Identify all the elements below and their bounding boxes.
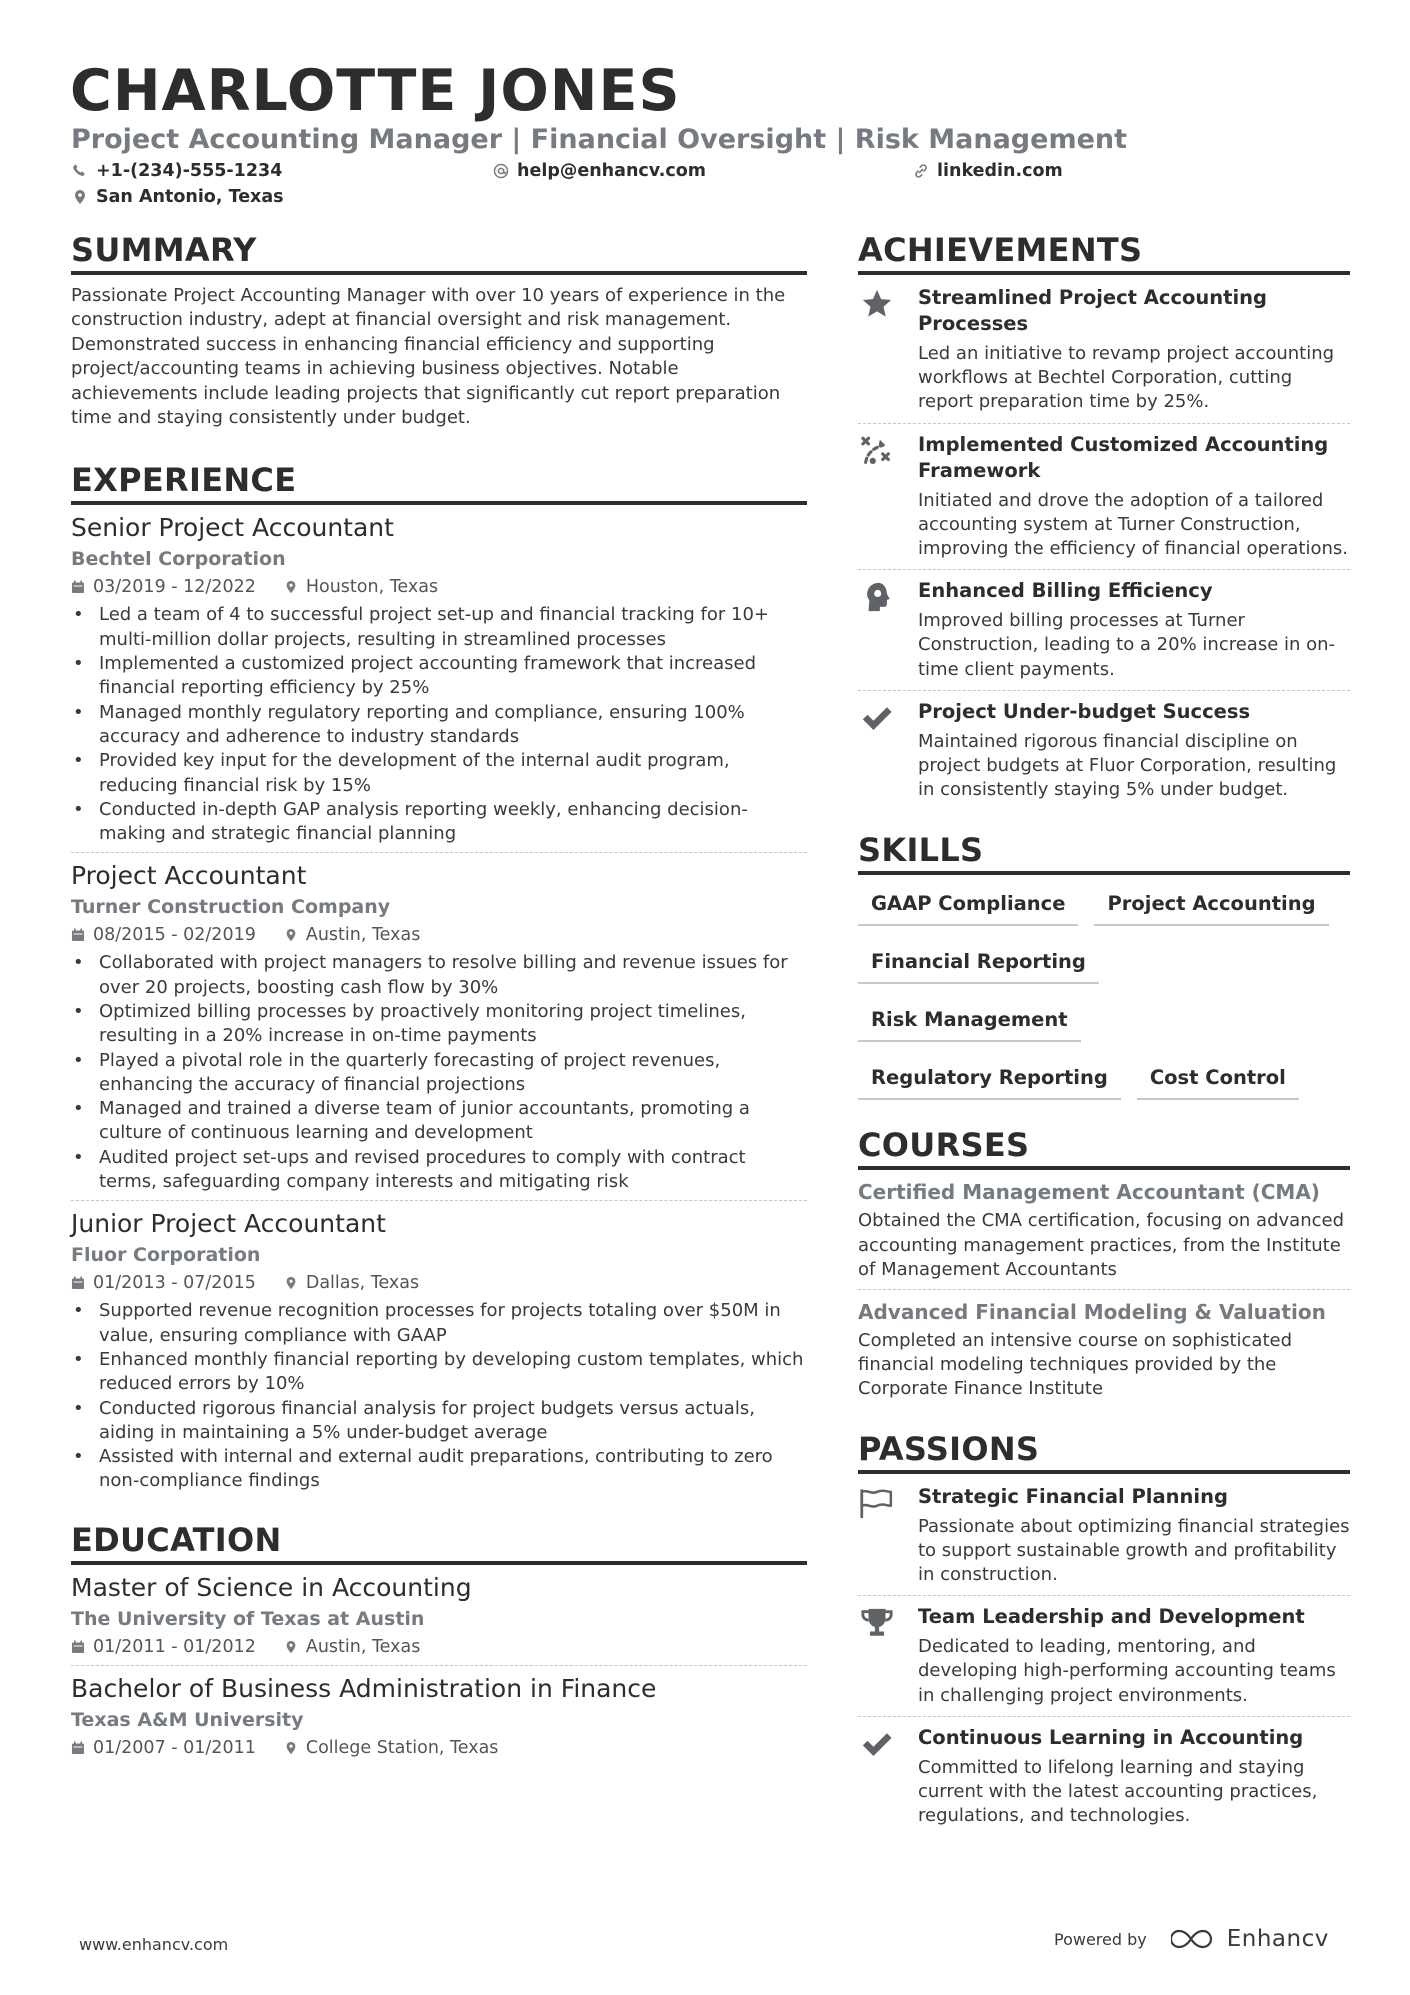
passions-heading: PASSIONS — [858, 1429, 1350, 1474]
bullet-item: • Conducted in-depth GAP analysis reporting weekly, enhancing decision-making and strategic financial planning — [71, 798, 807, 847]
calendar-icon — [71, 1276, 85, 1290]
achievement-desc: Initiated and drove the adoption of a tailored accounting system at Turner Construction, improving the efficiency of financial operations. — [918, 489, 1349, 560]
school-name: The University of Texas at Austin — [71, 1607, 425, 1630]
achievement-desc: Maintained rigorous financial discipline on project budgets at Fluor Corporation, resulting in consistently staying 5% under budget. — [918, 730, 1337, 801]
company-name: Bechtel Corporation — [71, 548, 286, 571]
degree-title: Master of Science in Accounting — [71, 1572, 472, 1602]
brand-logo[interactable] — [1171, 1926, 1329, 1952]
passion-title: Team Leadership and Development — [918, 1605, 1305, 1629]
brand-name: Enhancv — [1226, 1926, 1329, 1952]
skill-tag: Financial Reporting — [858, 945, 1099, 984]
experience-section — [71, 460, 807, 1499]
footer-website[interactable]: www.enhancv.com — [79, 1935, 229, 1954]
bullet-item: • Managed and trained a diverse team of junior accountants, promoting a culture of continuous learning and development — [71, 1097, 807, 1146]
education-location: College Station, Texas — [305, 1737, 499, 1758]
job-meta — [71, 923, 807, 947]
achievement-title: Streamlined Project Accounting Processes — [918, 286, 1268, 335]
powered-by-text: Powered by — [1054, 1929, 1147, 1949]
trophy-icon — [860, 1606, 894, 1640]
courses-heading: COURSES — [858, 1125, 1350, 1170]
job-location: Austin, Texas — [305, 925, 421, 946]
education-dates: 01/2007 - 01/2011 — [93, 1737, 256, 1758]
summary-section — [71, 230, 807, 430]
skill-tag: Cost Control — [1137, 1061, 1299, 1100]
bullet-item: • Led a team of 4 to successful project set-up and financial tracking for 10+ multi-million dollar projects, resulting in streamlined processes — [71, 603, 807, 652]
achievement-title: Project Under-budget Success — [918, 699, 1251, 723]
enhancv-logo-icon — [1171, 1928, 1217, 1950]
job-title: Project Accountant — [71, 861, 307, 891]
contact-email[interactable] — [493, 159, 706, 183]
strategy-icon — [860, 434, 894, 468]
check-icon — [860, 1727, 894, 1761]
linkedin-text: linkedin.com — [937, 161, 1063, 181]
right-column — [858, 230, 1350, 1836]
location-pin-icon — [284, 1276, 298, 1290]
achievement-desc: Improved billing processes at Turner Construction, leading to a 20% increase in on-time client payments. — [918, 610, 1336, 680]
achievement-title: Implemented Customized Accounting Framework — [918, 432, 1329, 482]
job-dates: 08/2015 - 02/2019 — [93, 925, 256, 946]
passion-item — [858, 1476, 1350, 1596]
passion-desc: Dedicated to leading, mentoring, and developing high-performing accounting teams in challenging project environments. — [918, 1636, 1336, 1706]
course-item — [858, 1174, 1350, 1289]
phone-text: +1-(234)-555-1234 — [96, 161, 283, 181]
bullet-item: • Enhanced monthly financial reporting by developing custom templates, which reduced errors by 10% — [71, 1348, 807, 1397]
education-dates: 01/2011 - 01/2012 — [93, 1636, 256, 1657]
check-icon — [860, 701, 894, 735]
skill-tag: Regulatory Reporting — [858, 1061, 1121, 1100]
passion-title: Strategic Financial Planning — [918, 1484, 1228, 1508]
flag-icon — [859, 1486, 895, 1520]
contact-phone[interactable] — [72, 159, 282, 183]
candidate-headline: Project Accounting Manager | Financial Oversight | Risk Management — [71, 124, 1128, 155]
experience-entry — [71, 1200, 807, 1499]
head-icon — [860, 580, 894, 614]
location-pin-icon — [284, 1640, 298, 1654]
school-name: Texas A&M University — [71, 1708, 304, 1731]
location-pin-icon — [284, 1741, 298, 1755]
experience-entry — [71, 511, 807, 852]
skill-tag: Project Accounting — [1094, 887, 1328, 926]
course-title: Certified Management Accountant (CMA) — [858, 1180, 1320, 1205]
location-pin-icon — [72, 189, 88, 205]
job-location: Dallas, Texas — [305, 1273, 420, 1294]
experience-heading: EXPERIENCE — [71, 460, 807, 505]
course-title: Advanced Financial Modeling & Valuation — [858, 1300, 1326, 1325]
job-title: Senior Project Accountant — [71, 513, 394, 543]
job-bullets — [71, 1299, 807, 1493]
job-location: Houston, Texas — [305, 577, 439, 598]
calendar-icon — [71, 1741, 85, 1755]
contact-linkedin[interactable] — [913, 159, 1063, 183]
achievement-title: Enhanced Billing Efficiency — [918, 579, 1213, 603]
passion-desc: Committed to lifelong learning and staying current with the latest accounting practices, regulations, and technologies. — [918, 1756, 1318, 1827]
bullet-item: • Conducted rigorous financial analysis for project budgets versus actuals, aiding in maintaining a 5% under-budget average — [71, 1397, 807, 1446]
email-text: help@enhancv.com — [517, 161, 707, 181]
calendar-icon — [71, 1640, 85, 1654]
company-name: Fluor Corporation — [71, 1244, 261, 1267]
passion-title: Continuous Learning in Accounting — [918, 1725, 1304, 1749]
job-dates: 03/2019 - 12/2022 — [93, 577, 256, 598]
course-item — [858, 1289, 1350, 1409]
summary-text: Passionate Project Accounting Manager with over 10 years of experience in the construction industry, adept at financial oversight and risk management. Demonstrated success in enhancing financial efficiency and supporting project/accounting teams in achieving business objectives. Notable achievements include leading projects that significantly cut report preparation time and staying consistently under budget. — [71, 285, 786, 429]
achievements-section — [858, 230, 1350, 810]
achievements-heading: ACHIEVEMENTS — [858, 230, 1350, 275]
calendar-icon — [71, 580, 85, 594]
bullet-item: • Provided key input for the development of the internal audit program, reducing financial risk by 15% — [71, 749, 807, 798]
bullet-item: • Implemented a customized project accounting framework that increased financial reporting efficiency by 25% — [71, 652, 807, 701]
skills-heading: SKILLS — [858, 830, 1350, 875]
candidate-name: CHARLOTTE JONES — [70, 58, 681, 124]
job-bullets — [71, 951, 807, 1194]
location-pin-icon — [284, 928, 298, 942]
education-heading: EDUCATION — [71, 1520, 807, 1565]
course-desc: Completed an intensive course on sophisticated financial modeling techniques provided by the Corporate Finance Institute — [858, 1330, 1293, 1400]
bullet-item: • Supported revenue recognition processes for projects totaling over $50M in value, ensuring compliance with GAAP — [71, 1299, 807, 1348]
bullet-item: • Audited project set-ups and revised procedures to comply with contract terms, safeguarding company interests and mitigating risk — [71, 1146, 807, 1195]
phone-icon — [72, 163, 88, 179]
link-icon — [913, 163, 929, 179]
bullet-item: • Optimized billing processes by proactively monitoring project timelines, resulting in a 20% increase in on-time payments — [71, 1000, 807, 1049]
achievement-item — [858, 277, 1350, 423]
skills-list — [858, 887, 1350, 1119]
education-meta — [71, 1736, 807, 1760]
passion-item — [858, 1716, 1350, 1837]
achievement-item — [858, 690, 1350, 811]
bullet-item: • Played a pivotal role in the quarterly forecasting of project revenues, enhancing the accuracy of financial projections — [71, 1049, 807, 1098]
education-entry — [71, 1571, 807, 1665]
achievement-item — [858, 423, 1350, 570]
education-entry — [71, 1665, 807, 1766]
location-pin-icon — [284, 580, 298, 594]
location-text: San Antonio, Texas — [96, 187, 284, 207]
courses-section — [858, 1125, 1350, 1408]
footer-branding — [1054, 1926, 1329, 1952]
left-column — [71, 230, 807, 1766]
passion-item — [858, 1595, 1350, 1716]
at-icon — [493, 163, 509, 179]
degree-title: Bachelor of Business Administration in Finance — [71, 1673, 657, 1703]
education-meta — [71, 1635, 807, 1659]
achievement-desc: Led an initiative to revamp project accounting workflows at Bechtel Corporation, cutting report preparation time by 25%. — [918, 343, 1335, 413]
course-desc: Obtained the CMA certification, focusing on advanced accounting management practices, from the Institute of Management Accountants — [858, 1210, 1344, 1280]
job-meta — [71, 575, 807, 599]
company-name: Turner Construction Company — [71, 896, 391, 919]
bullet-item: • Managed monthly regulatory reporting and compliance, ensuring 100% accuracy and adherence to industry standards — [71, 701, 807, 750]
contact-location — [72, 185, 284, 209]
skill-tag: Risk Management — [858, 1003, 1081, 1042]
education-location: Austin, Texas — [305, 1636, 421, 1657]
job-meta — [71, 1271, 807, 1295]
passions-section — [858, 1429, 1350, 1837]
job-dates: 01/2013 - 07/2015 — [93, 1273, 256, 1294]
experience-entry — [71, 852, 807, 1200]
passion-desc: Passionate about optimizing financial strategies to support sustainable growth and profitability in construction. — [918, 1515, 1350, 1586]
job-title: Junior Project Accountant — [71, 1209, 386, 1239]
calendar-icon — [71, 928, 85, 942]
bullet-item: • Collaborated with project managers to resolve billing and revenue issues for over 20 projects, boosting cash flow by 30% — [71, 951, 807, 1000]
summary-heading: SUMMARY — [71, 230, 807, 275]
skill-tag: GAAP Compliance — [858, 887, 1078, 926]
job-bullets — [71, 603, 807, 846]
bullet-item: • Assisted with internal and external audit preparations, contributing to zero non-compliance findings — [71, 1445, 807, 1494]
star-icon — [860, 287, 894, 321]
skills-section — [858, 830, 1350, 1119]
achievement-item — [858, 569, 1350, 690]
education-section — [71, 1520, 807, 1766]
